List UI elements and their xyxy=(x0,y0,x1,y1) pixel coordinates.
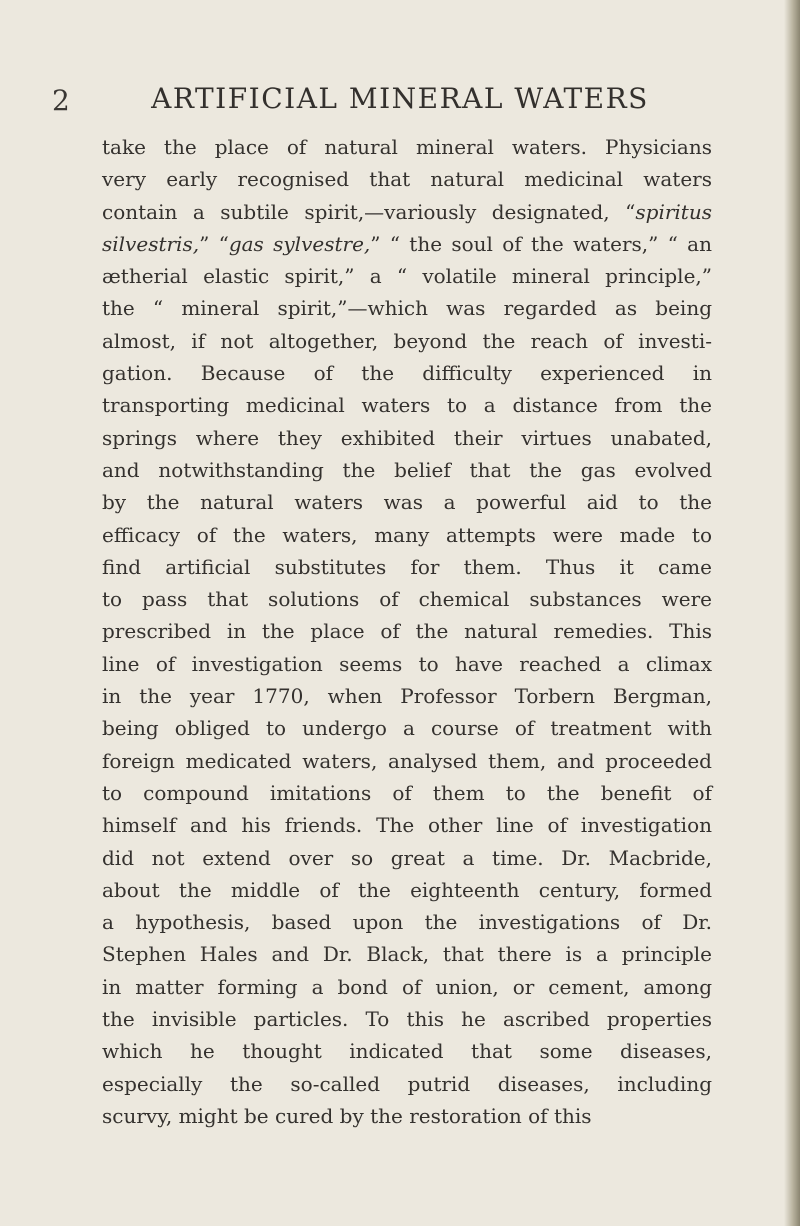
text-line xyxy=(102,648,712,680)
text-segment: very early recognised that natural medicinal waters xyxy=(102,167,712,192)
text-line xyxy=(102,615,712,647)
text-segment: efficacy of the waters, many attempts were made to xyxy=(102,522,712,547)
text-segment: springs where they exhibited their virtues unabated, xyxy=(102,425,712,450)
text-segment: by the natural waters was a powerful aid to the xyxy=(102,490,712,515)
text-line xyxy=(102,1068,712,1100)
text-line xyxy=(102,1035,712,1067)
body-text xyxy=(102,131,712,1132)
text-segment: to pass that solutions of chemical substances were xyxy=(102,587,712,612)
italic-text-segment: gas sylvestre, xyxy=(228,231,371,256)
text-line xyxy=(102,131,712,163)
text-line xyxy=(102,1100,712,1132)
text-segment: contain a subtile spirit,—variously designated, “ xyxy=(102,199,636,224)
text-line xyxy=(102,1003,712,1035)
text-line xyxy=(102,228,712,260)
text-line xyxy=(102,389,712,421)
text-line xyxy=(102,809,712,841)
text-segment: himself and his friends. The other line of investigation xyxy=(102,813,712,838)
text-line xyxy=(102,325,712,357)
text-segment: almost, if not altogether, beyond the reach of investi- xyxy=(102,328,712,353)
text-line xyxy=(102,486,712,518)
text-segment: the invisible particles. To this he ascribed properties xyxy=(102,1007,712,1032)
text-line xyxy=(102,971,712,1003)
text-segment: which he thought indicated that some diseases, xyxy=(102,1039,712,1064)
page-number: 2 xyxy=(52,84,71,117)
text-segment: ” “ the soul of the waters,” “ an xyxy=(370,231,712,256)
text-segment: scurvy, might be cured by the restoration of this xyxy=(102,1103,592,1128)
text-line xyxy=(102,712,712,744)
text-segment: prescribed in the place of the natural remedies. This xyxy=(102,619,712,644)
italic-text-segment: spiritus xyxy=(635,199,712,224)
text-line xyxy=(102,357,712,389)
text-segment: to compound imitations of them to the benefit of xyxy=(102,780,712,805)
text-segment: being obliged to undergo a course of treatment with xyxy=(102,716,712,741)
running-head: ARTIFICIAL MINERAL WATERS xyxy=(151,82,649,115)
text-line xyxy=(102,938,712,970)
text-segment: a hypothesis, based upon the investigations of Dr. xyxy=(102,910,712,935)
text-line xyxy=(102,680,712,712)
text-line xyxy=(102,422,712,454)
text-segment: did not extend over so great a time. Dr. Macbride, xyxy=(102,845,712,870)
text-segment: ” “ xyxy=(199,231,229,256)
text-line xyxy=(102,842,712,874)
text-line xyxy=(102,260,712,292)
text-segment: foreign medicated waters, analysed them, and proceeded xyxy=(102,748,712,773)
italic-text-segment: silvestris, xyxy=(102,231,200,256)
text-segment: in the year 1770, when Professor Torbern Bergman, xyxy=(102,684,712,709)
text-line xyxy=(102,519,712,551)
text-segment: and notwithstanding the belief that the gas evolved xyxy=(102,457,712,482)
text-segment: take the place of natural mineral waters. Physicians xyxy=(102,135,712,159)
text-segment: in matter forming a bond of union, or cement, among xyxy=(102,974,712,999)
text-segment: ætherial elastic spirit,” a “ volatile mineral principle,” xyxy=(102,264,712,289)
text-segment: the “ mineral spirit,”—which was regarded as being xyxy=(102,296,712,321)
text-line xyxy=(102,551,712,583)
text-line xyxy=(102,583,712,615)
text-line xyxy=(102,454,712,486)
text-segment: find artificial substitutes for them. Thus it came xyxy=(102,554,712,579)
text-line xyxy=(102,292,712,324)
text-line xyxy=(102,745,712,777)
page-edge-shadow xyxy=(784,0,800,1226)
text-line xyxy=(102,777,712,809)
text-line xyxy=(102,874,712,906)
text-line xyxy=(102,196,712,228)
text-segment: about the middle of the eighteenth century, formed xyxy=(102,877,712,902)
text-segment: Stephen Hales and Dr. Black, that there is a principle xyxy=(102,942,712,967)
text-segment: transporting medicinal waters to a distance from the xyxy=(102,393,712,418)
text-line xyxy=(102,163,712,195)
text-segment: gation. Because of the difficulty experienced in xyxy=(102,361,712,386)
text-line xyxy=(102,906,712,938)
text-segment: especially the so-called putrid diseases, including xyxy=(102,1071,712,1096)
text-segment: line of investigation seems to have reached a climax xyxy=(102,651,712,676)
